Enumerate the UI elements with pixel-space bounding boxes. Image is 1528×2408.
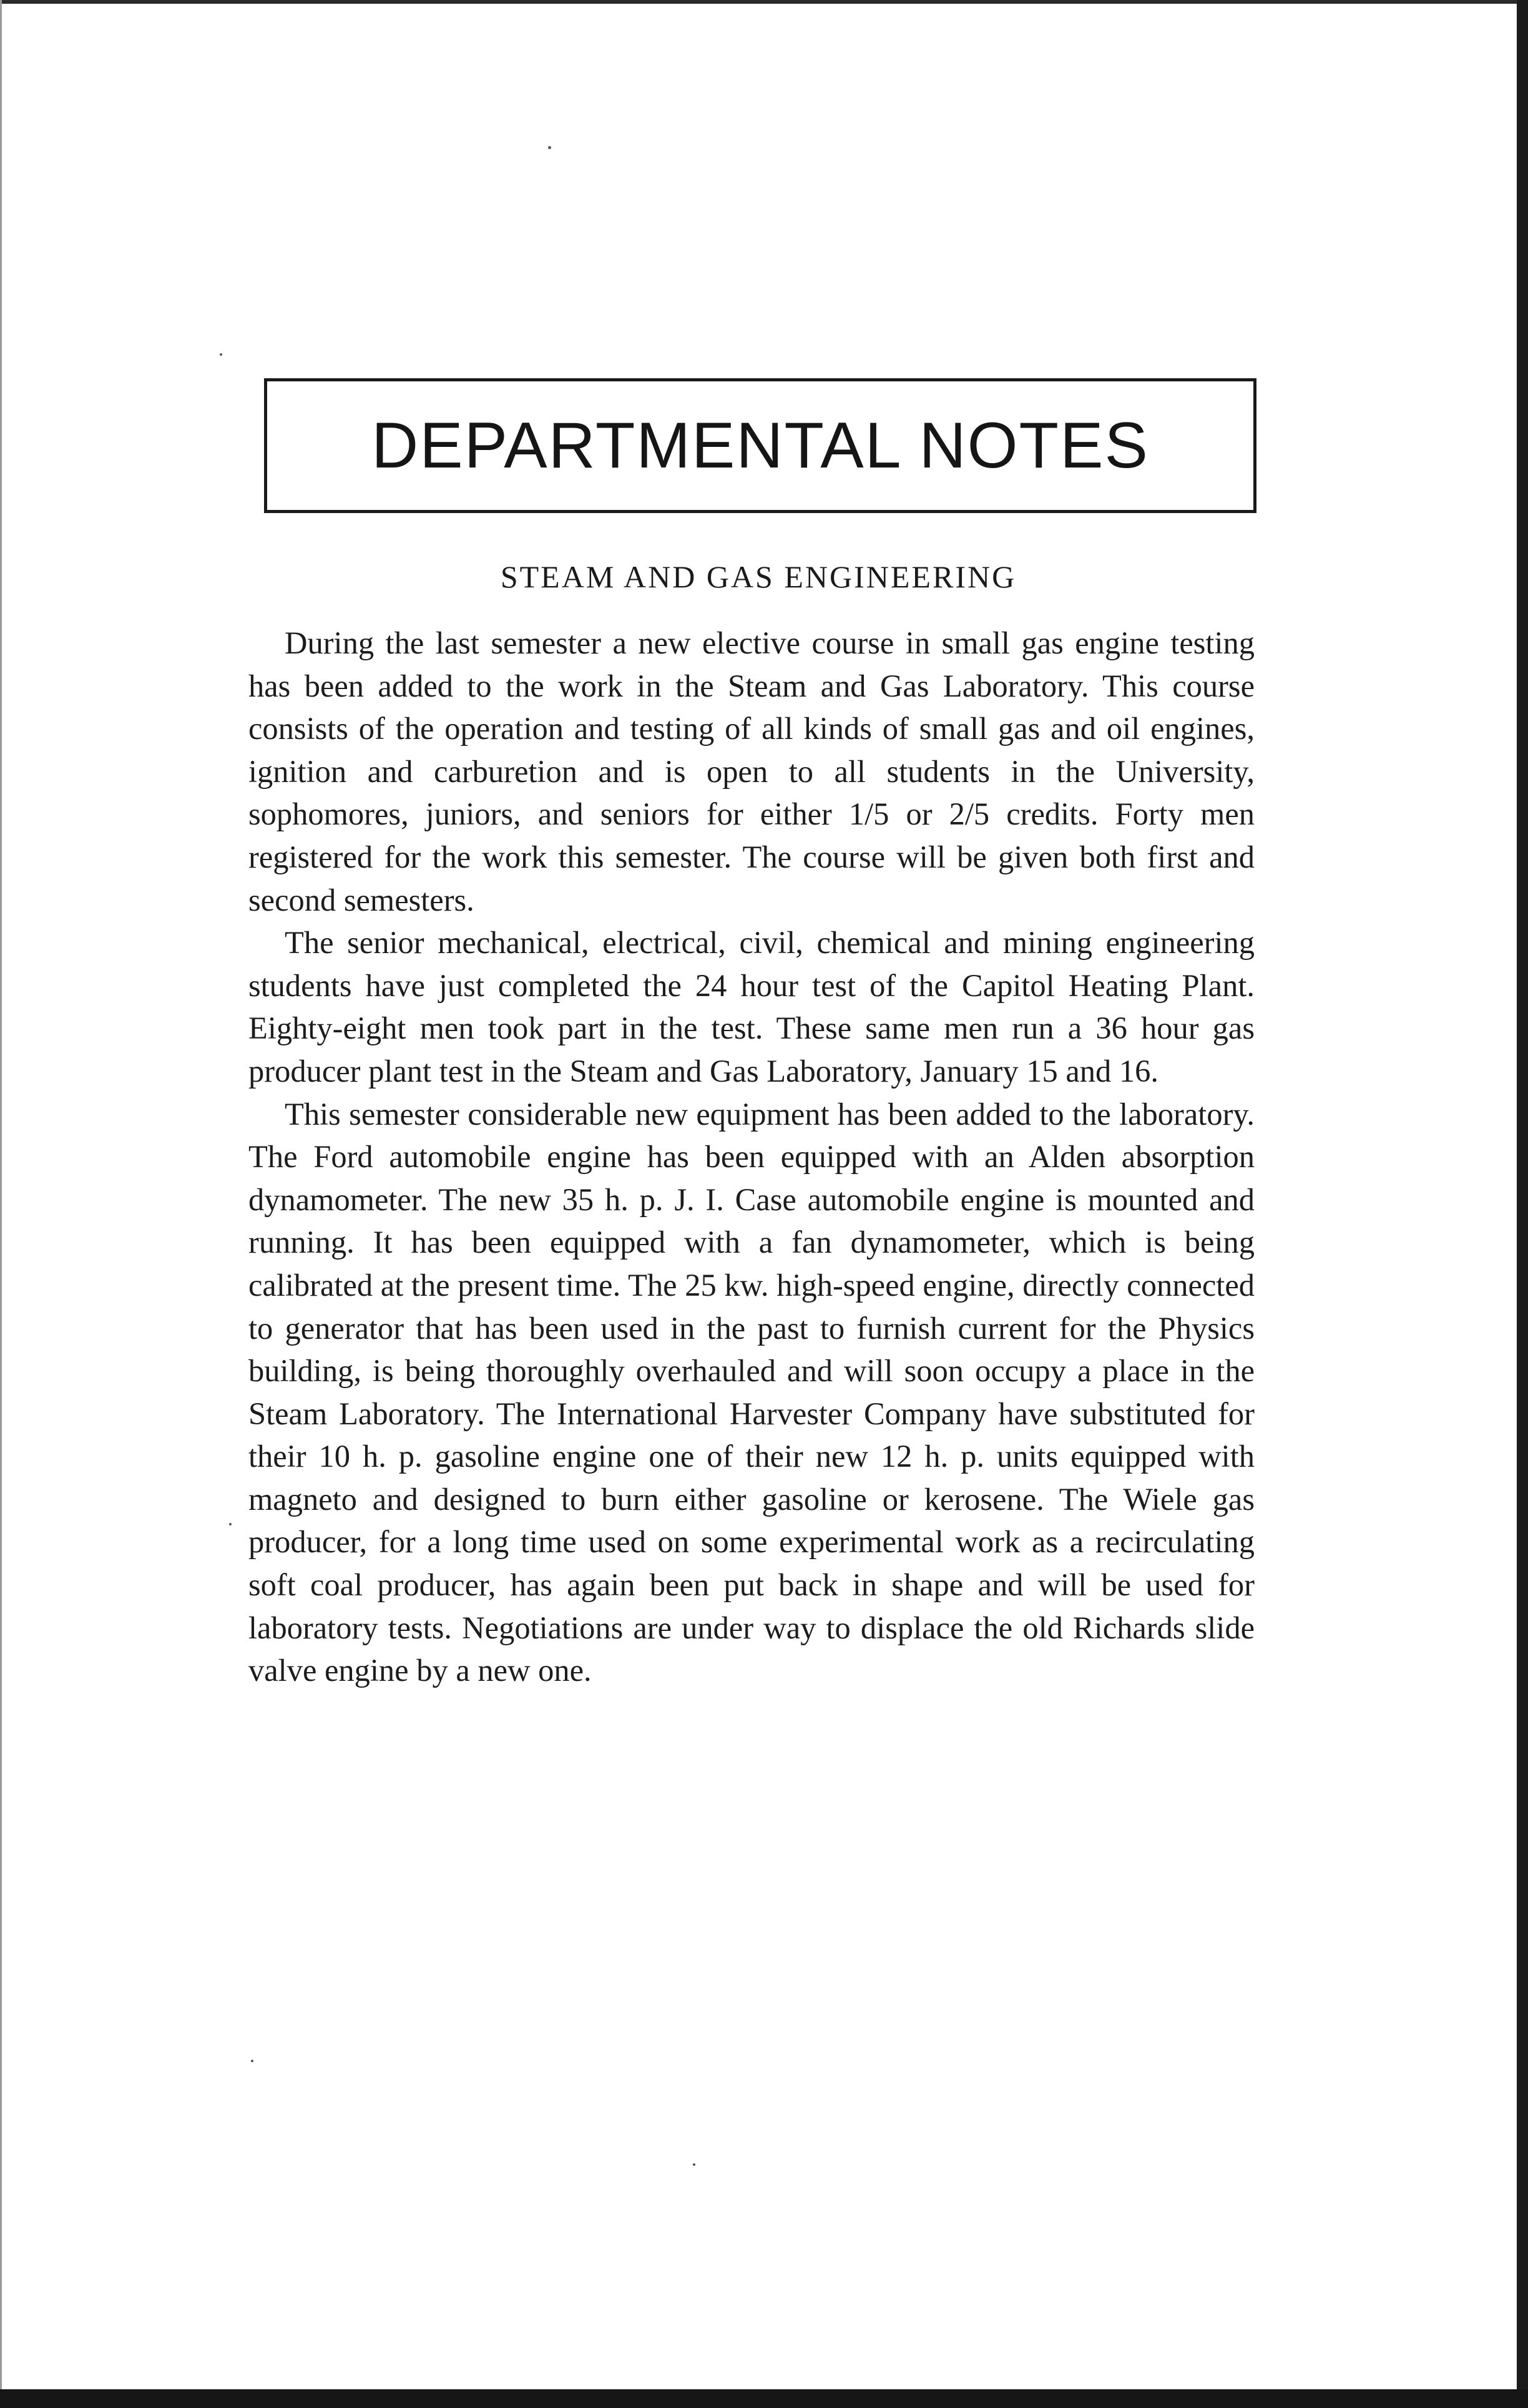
- scan-speck: [220, 353, 222, 356]
- paragraph: During the last semester a new elective course in small gas engine testing has been added to the work in the Steam and Gas Laboratory. This course consists of the operation and testing of all kinds of small gas and oil engines, ignition and carburetion and is open to all students in the University, sophomores, juniors, and seniors for either 1/5 or 2/5 credits. Forty men registered for the work this semester. The course will be given both first and second semesters.: [248, 625, 1255, 918]
- scan-border-right: [1517, 0, 1528, 2408]
- scan-border-top: [0, 0, 1528, 4]
- scan-speck: [251, 2060, 253, 2062]
- title-frame: [264, 378, 1256, 513]
- scan-border-bottom: [0, 2389, 1528, 2408]
- article-body: [248, 622, 1255, 1692]
- paragraph: This semester considerable new equipment has been added to the laboratory. The Ford automobile engine has been equipped with an Alden absorption dynamometer. The new 35 h. p. J. I. Case automobile engine is mounted and running. It has been equipped with a fan dynamometer, which is being calibrated at the present time. The 25 kw. high-speed engine, directly connected to generator that has been used in the past to furnish current for the Physics building, is being thoroughly overhauled and will soon occupy a place in the Steam Laboratory. The International Harvester Company have substituted for their 10 h. p. gasoline engine one of their new 12 h. p. units equipped with magneto and designed to burn either gasoline or kerosene. The Wiele gas producer, for a long time used on some experimental work as a recirculating soft coal producer, has again been put back in shape and will be used for laboratory tests. Negotiations are under way to displace the old Richards slide valve engine by a new one.: [248, 1096, 1255, 1688]
- page-title: DEPARTMENTAL NOTES: [371, 409, 1149, 482]
- paragraph: The senior mechanical, electrical, civil, chemical and mining engineering students have just completed the 24 hour test of the Capitol Heating Plant. Eighty-eight men took part in the test. These same men run a 36 hour gas producer plant test in the Steam and Gas Laboratory, January 15 and 16.: [248, 925, 1255, 1089]
- scan-border-left: [0, 0, 2, 2408]
- scan-speck: [693, 2163, 695, 2166]
- scan-speck: [548, 146, 551, 149]
- section-heading: STEAM AND GAS ENGINEERING: [500, 559, 1017, 594]
- scan-speck: [229, 1523, 232, 1525]
